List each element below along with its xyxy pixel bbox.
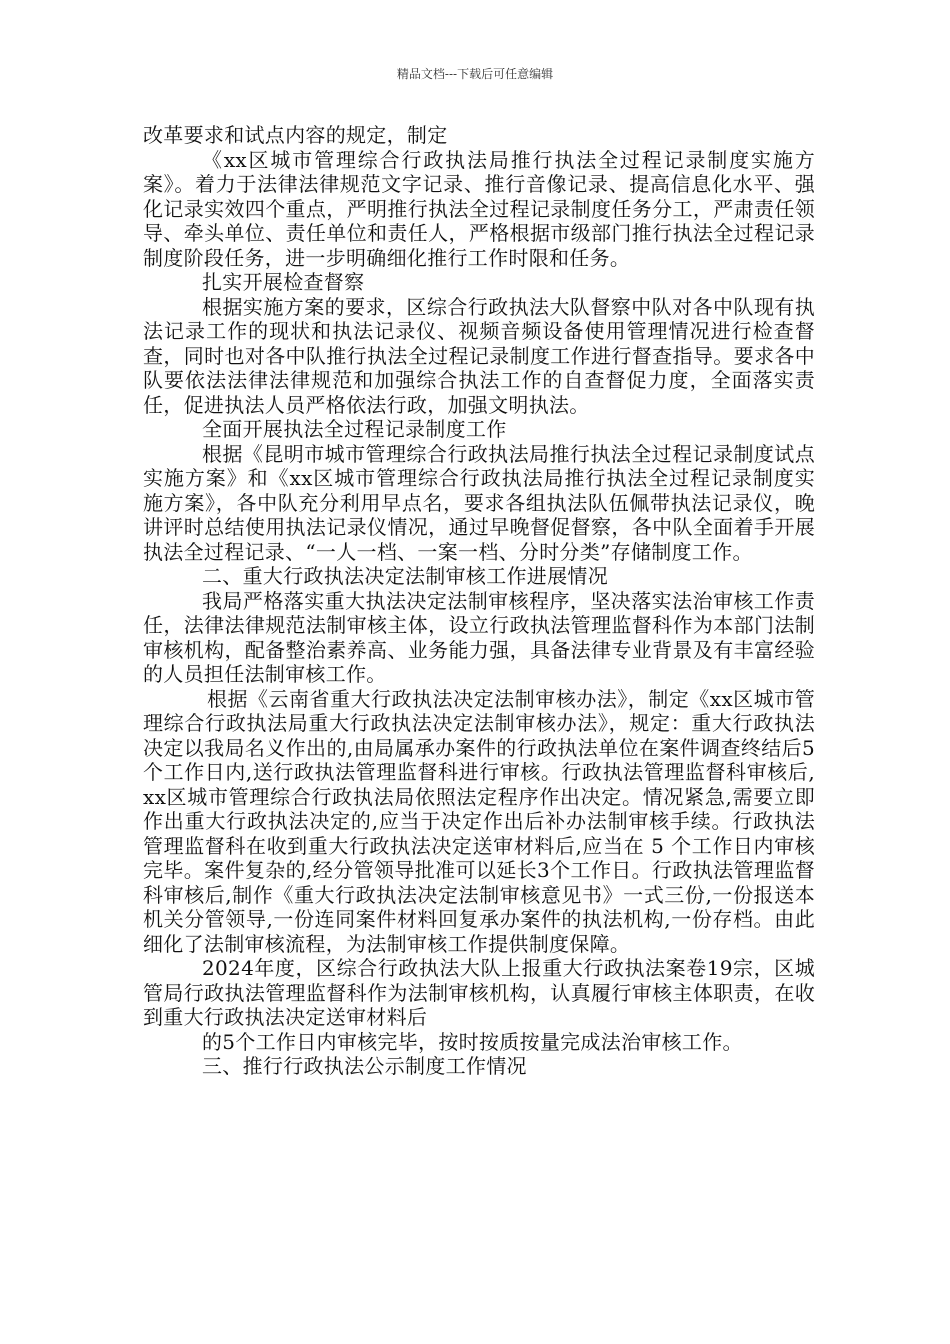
document-body: [143, 123, 815, 1079]
paragraph-5: 我局严格落实重大执法决定法制审核程序，坚决落实法治审核工作责任，法律法律规范法制审核主体，设立行政执法管理监督科作为本部门法制审核机构，配备整治素养高、业务能力强，具备法律专业背景及有丰富经验的人员担任法制审核工作。: [143, 588, 815, 686]
paragraph-8: 的5个工作日内审核完毕，按时按质按量完成法治审核工作。: [202, 1029, 743, 1054]
paragraph-1: 改革要求和试点内容的规定，制定: [143, 123, 448, 147]
paragraph-4: 根据《昆明市城市管理综合行政执法局推行执法全过程记录制度试点实施方案》和《xx区城市管理综合行政执法局推行执法全过程记录制度实施方案》，各中队充分利用早点名，要求各组执法队伍佩带执法记录仪，晚讲评时总结使用执法记录仪情况，通过早晚督促督察，各中队全面着手开展执法全过程记录、“一人一档、一案一档、分时分类”存储制度工作。: [143, 441, 815, 564]
paragraph-7: 2024年度，区综合行政执法大队上报重大行政执法案卷19宗，区城管局行政执法管理监督科作为法制审核机构，认真履行审核主体职责，在收到重大行政执法决定送审材料后: [143, 956, 815, 1029]
section-heading-recording: 全面开展执法全过程记录制度工作: [202, 417, 507, 441]
section-heading-2: 二、重大行政执法决定法制审核工作进展情况: [202, 564, 608, 588]
paragraph-2: 《xx区城市管理综合行政执法局推行执法全过程记录制度实施方案》。着力于法律法律规范文字记录、推行音像记录、提高信息化水平、强化记录实效四个重点，严明推行执法全过程记录制度任务分工，严肃责任领导、牵头单位、责任单位和责任人，严格根据市级部门推行执法全过程记录制度阶段任务，进一步明确细化推行工作时限和任务。: [143, 147, 815, 270]
paragraph-3: 根据实施方案的要求，区综合行政执法大队督察中队对各中队现有执法记录工作的现状和执法记录仪、视频音频设备使用管理情况进行检查督查，同时也对各中队推行执法全过程记录制度工作进行督查指导。要求各中队要依法法律法律规范和加强综合执法工作的自查督促力度，全面落实责任，促进执法人员严格依法行政，加强文明执法。: [143, 294, 815, 417]
paragraph-6: 根据《云南省重大行政执法决定法制审核办法》，制定《xx区城市管理综合行政执法局重大行政执法决定法制审核办法》，规定：重大行政执法决定以我局名义作出的,由局属承办案件的行政执法单位在案件调查终结后5个工作日内,送行政执法管理监督科进行审核。行政执法管理监督科审核后,xx区城市管理综合行政执法局依照法定程序作出决定。情况紧急,需要立即作出重大行政执法决定的,应当于决定作出后补办法制审核手续。行政执法管理监督科在收到重大行政执法决定送审材料后,应当在 5 个工作日内审核完毕。案件复杂的,经分管领导批准可以延长3个工作日。行政执法管理监督科审核后,制作《重大行政执法决定法制审核意见书》一式三份,一份报送本机关分管领导,一份连同案件材料回复承办案件的执法机构,一份存档。由此细化了法制审核流程，为法制审核工作提供制度保障。: [143, 686, 815, 956]
section-heading-inspection: 扎实开展检查督察: [202, 270, 365, 294]
section-heading-3: 三、推行行政执法公示制度工作情况: [202, 1054, 527, 1078]
page-header: 精品文档---下载后可任意编辑: [396, 67, 554, 81]
